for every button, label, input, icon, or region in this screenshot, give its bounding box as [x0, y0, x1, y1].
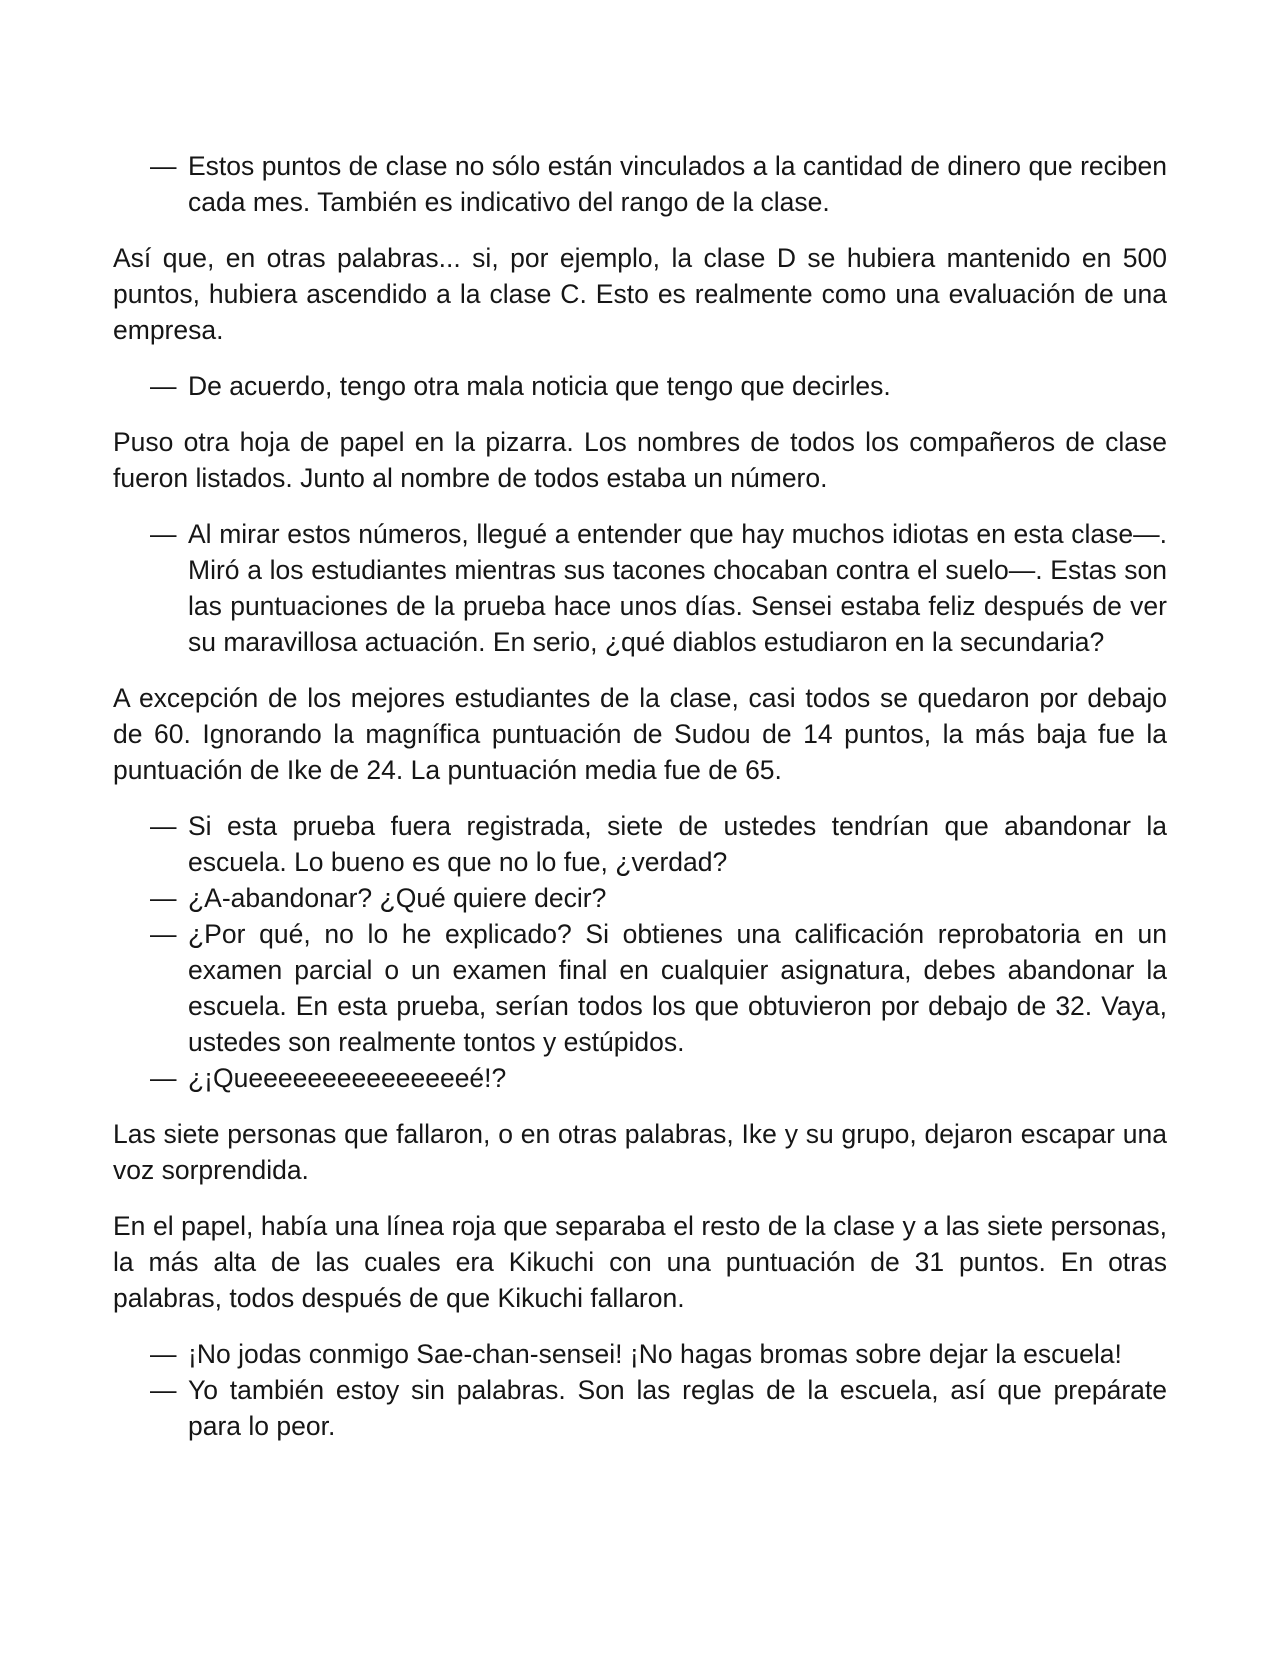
dialogue-group [113, 1336, 1167, 1444]
dialogue-line: — Estos puntos de clase no sólo están vinculados a la cantidad de dinero que reciben cada mes. También es indicativo del rango de la clase. [113, 148, 1167, 220]
document-page [113, 148, 1167, 1464]
dialogue-group [113, 148, 1167, 220]
dialogue-line: — ¡No jodas conmigo Sae-chan-sensei! ¡No hagas bromas sobre dejar la escuela! [113, 1336, 1167, 1372]
dialogue-line: — De acuerdo, tengo otra mala noticia que tengo que decirles. [113, 368, 1167, 404]
narration-paragraph: Así que, en otras palabras... si, por ejemplo, la clase D se hubiera mantenido en 500 puntos, hubiera ascendido a la clase C. Esto es realmente como una evaluación de una empresa. [113, 243, 1167, 345]
dialogue-group [113, 808, 1167, 1096]
dialogue-line: — Si esta prueba fuera registrada, siete de ustedes tendrían que abandonar la escuela. Lo bueno es que no lo fue, ¿verdad? [113, 808, 1167, 880]
dialogue-line: — ¿¡Queeeeeeeeeeeeeeeé!? [113, 1060, 1167, 1096]
narration-paragraph: Puso otra hoja de papel en la pizarra. Los nombres de todos los compañeros de clase fueron listados. Junto al nombre de todos estaba un número. [113, 427, 1167, 493]
dialogue-group [113, 368, 1167, 404]
em-dash: — [150, 1339, 177, 1369]
em-dash: — [150, 883, 177, 913]
em-dash: — [150, 151, 177, 181]
dialogue-line: — ¿Por qué, no lo he explicado? Si obtienes una calificación reprobatoria en un examen parcial o un examen final en cualquier asignatura, debes abandonar la escuela. En esta prueba, serían todos los que obtuvieron por debajo de 32. Vaya, ustedes son realmente tontos y estúpidos. [113, 916, 1167, 1060]
em-dash: — [150, 919, 177, 949]
narration-paragraph: A excepción de los mejores estudiantes de la clase, casi todos se quedaron por debajo de 60. Ignorando la magnífica puntuación de Sudou de 14 puntos, la más baja fue la puntuación de Ike de 24. La puntuación media fue de 65. [113, 683, 1167, 785]
dialogue-line: — Yo también estoy sin palabras. Son las reglas de la escuela, así que prepárate para lo peor. [113, 1372, 1167, 1444]
em-dash: — [150, 811, 177, 841]
em-dash: — [150, 519, 177, 549]
narration-paragraph: Las siete personas que fallaron, o en otras palabras, Ike y su grupo, dejaron escapar una voz sorprendida. [113, 1119, 1167, 1185]
em-dash: — [150, 371, 177, 401]
em-dash: — [150, 1063, 177, 1093]
dialogue-line: — Al mirar estos números, llegué a entender que hay muchos idiotas en esta clase—. Miró a los estudiantes mientras sus tacones chocaban contra el suelo—. Estas son las puntuaciones de la prueba hace unos días. Sensei estaba feliz después de ver su maravillosa actuación. En serio, ¿qué diablos estudiaron en la secundaria? [113, 516, 1167, 660]
dialogue-line: — ¿A-abandonar? ¿Qué quiere decir? [113, 880, 1167, 916]
dialogue-group [113, 516, 1167, 660]
narration-paragraph: En el papel, había una línea roja que separaba el resto de la clase y a las siete personas, la más alta de las cuales era Kikuchi con una puntuación de 31 puntos. En otras palabras, todos después de que Kikuchi fallaron. [113, 1211, 1167, 1313]
em-dash: — [150, 1375, 177, 1405]
